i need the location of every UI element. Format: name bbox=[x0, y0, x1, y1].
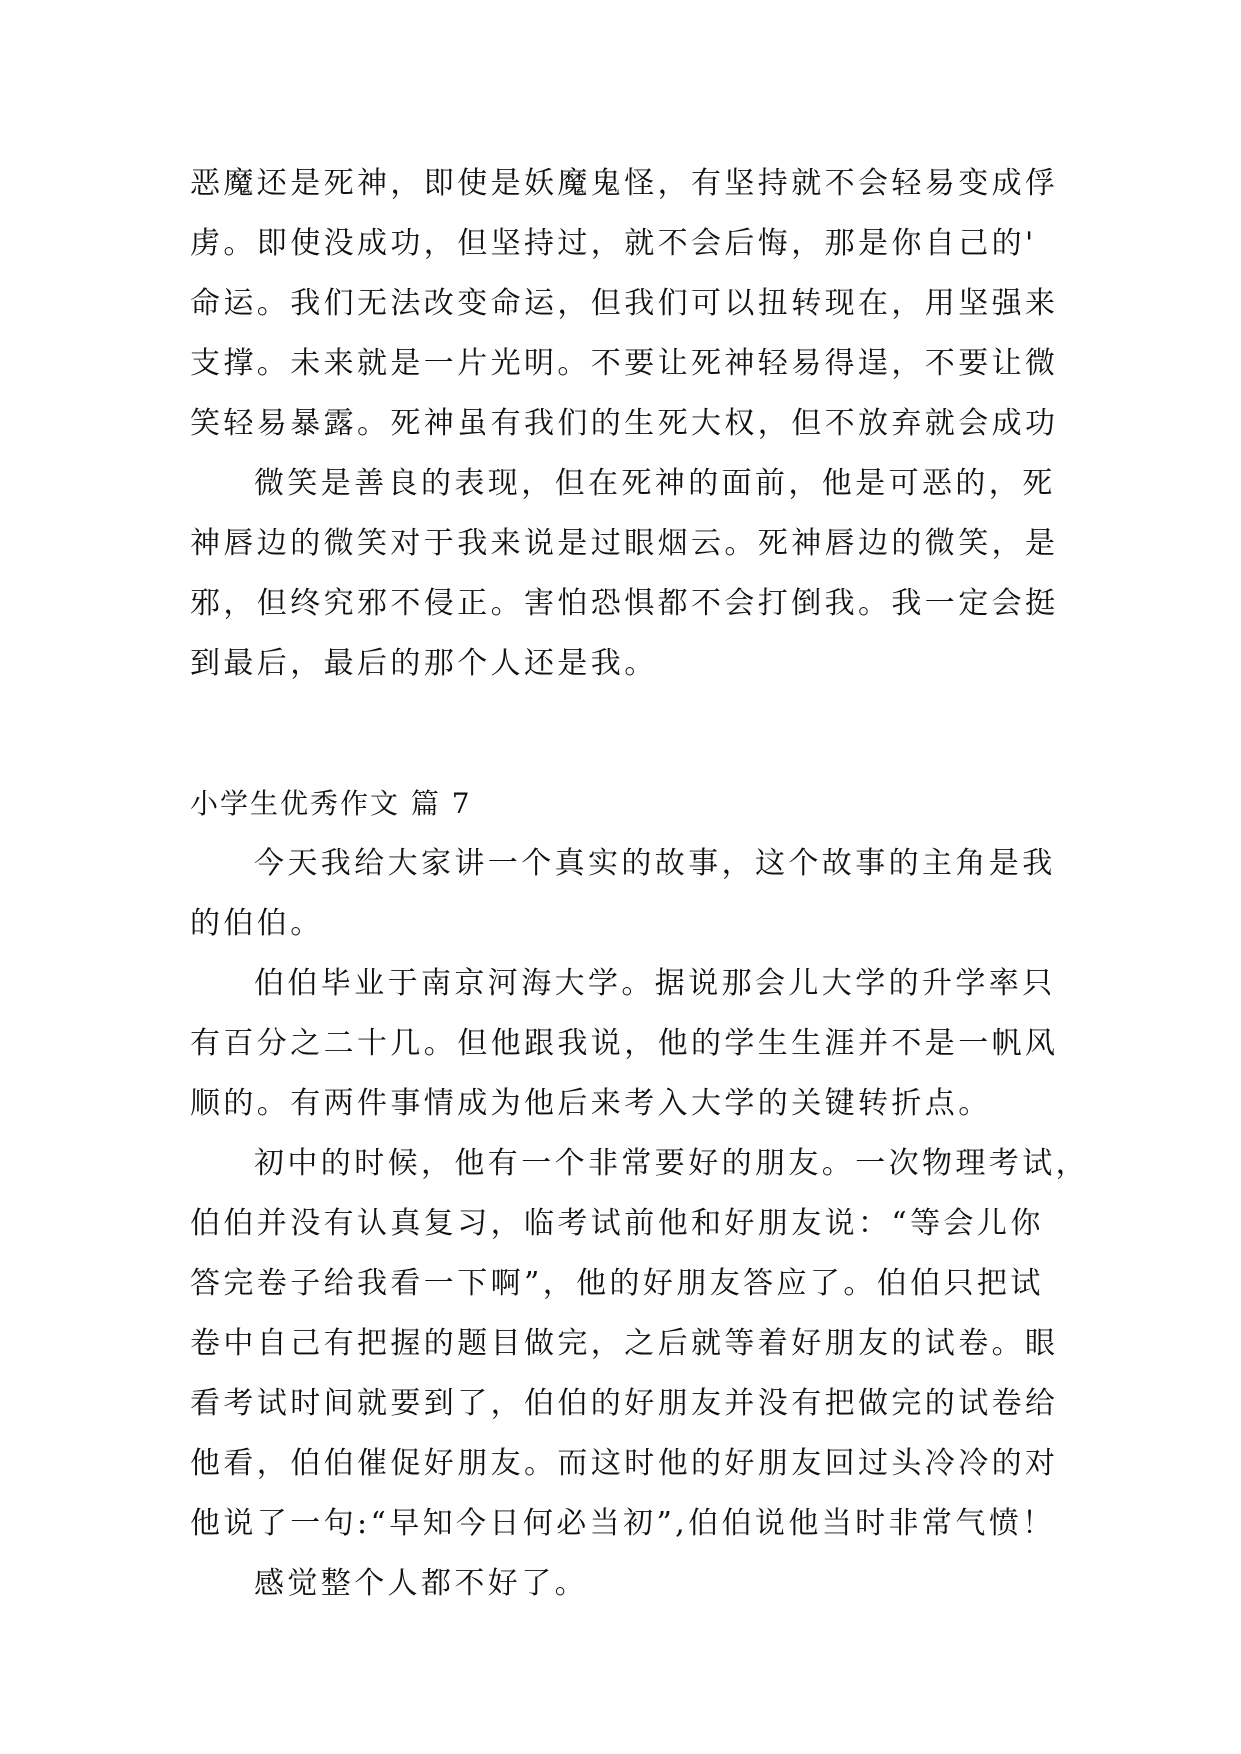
text-line: 伯伯并没有认真复习，临考试前他和好朋友说：“等会儿你 bbox=[190, 1206, 1044, 1241]
paragraph-2 bbox=[190, 454, 1059, 694]
text-line: 命运。我们无法改变命运，但我们可以扭转现在，用坚强来 bbox=[190, 286, 1059, 321]
text-line: 卷中自己有把握的题目做完，之后就等着好朋友的试卷。眼 bbox=[190, 1326, 1059, 1361]
text-line: 虏。即使没成功，但坚持过，就不会后悔，那是你自己的' bbox=[190, 226, 1037, 261]
paragraph-3 bbox=[190, 834, 1056, 954]
text-line: 看考试时间就要到了，伯伯的好朋友并没有把做完的试卷给 bbox=[190, 1386, 1059, 1421]
text-line: 他看，伯伯催促好朋友。而这时他的好朋友回过头冷冷的对 bbox=[190, 1446, 1059, 1481]
text-line: 初中的时候，他有一个非常要好的朋友。一次物理考试， bbox=[254, 1146, 1089, 1181]
text-line: 他说了一句:“早知今日何必当初”,伯伯说他当时非常气愤！ bbox=[190, 1506, 1056, 1541]
paragraph-4 bbox=[190, 954, 1059, 1134]
paragraph-1 bbox=[190, 154, 1059, 454]
text-line: 邪，但终究邪不侵正。害怕恐惧都不会打倒我。我一定会挺 bbox=[190, 586, 1059, 621]
text-line: 感觉整个人都不好了。 bbox=[254, 1566, 588, 1601]
text-line: 支撑。未来就是一片光明。不要让死神轻易得逞，不要让微 bbox=[190, 346, 1059, 381]
text-line: 有百分之二十几。但他跟我说，他的学生生涯并不是一帆风 bbox=[190, 1026, 1059, 1061]
section-spacer bbox=[190, 694, 1050, 774]
text-line: 今天我给大家讲一个真实的故事，这个故事的主角是我 bbox=[254, 846, 1056, 881]
paragraph-6 bbox=[190, 1554, 1050, 1614]
paragraph-5 bbox=[190, 1134, 1089, 1554]
text-line: 到最后，最后的那个人还是我。 bbox=[190, 646, 658, 681]
text-line: 伯伯毕业于南京河海大学。据说那会儿大学的升学率只 bbox=[254, 966, 1056, 1001]
text-line: 的伯伯。 bbox=[190, 906, 324, 941]
text-line: 顺的。有两件事情成为他后来考入大学的关键转折点。 bbox=[190, 1086, 992, 1121]
section-title: 小学生优秀作文 篇 7 bbox=[190, 787, 472, 820]
text-line: 恶魔还是死神，即使是妖魔鬼怪，有坚持就不会轻易变成俘 bbox=[190, 166, 1059, 201]
text-line: 笑轻易暴露。死神虽有我们的生死大权，但不放弃就会成功 bbox=[190, 406, 1059, 441]
document-body bbox=[190, 154, 1089, 1614]
text-line: 微笑是善良的表现，但在死神的面前，他是可恶的，死 bbox=[254, 466, 1056, 501]
text-line: 神唇边的微笑对于我来说是过眼烟云。死神唇边的微笑，是 bbox=[190, 526, 1059, 561]
text-line: 答完卷子给我看一下啊”，他的好朋友答应了。伯伯只把试 bbox=[190, 1266, 1044, 1301]
